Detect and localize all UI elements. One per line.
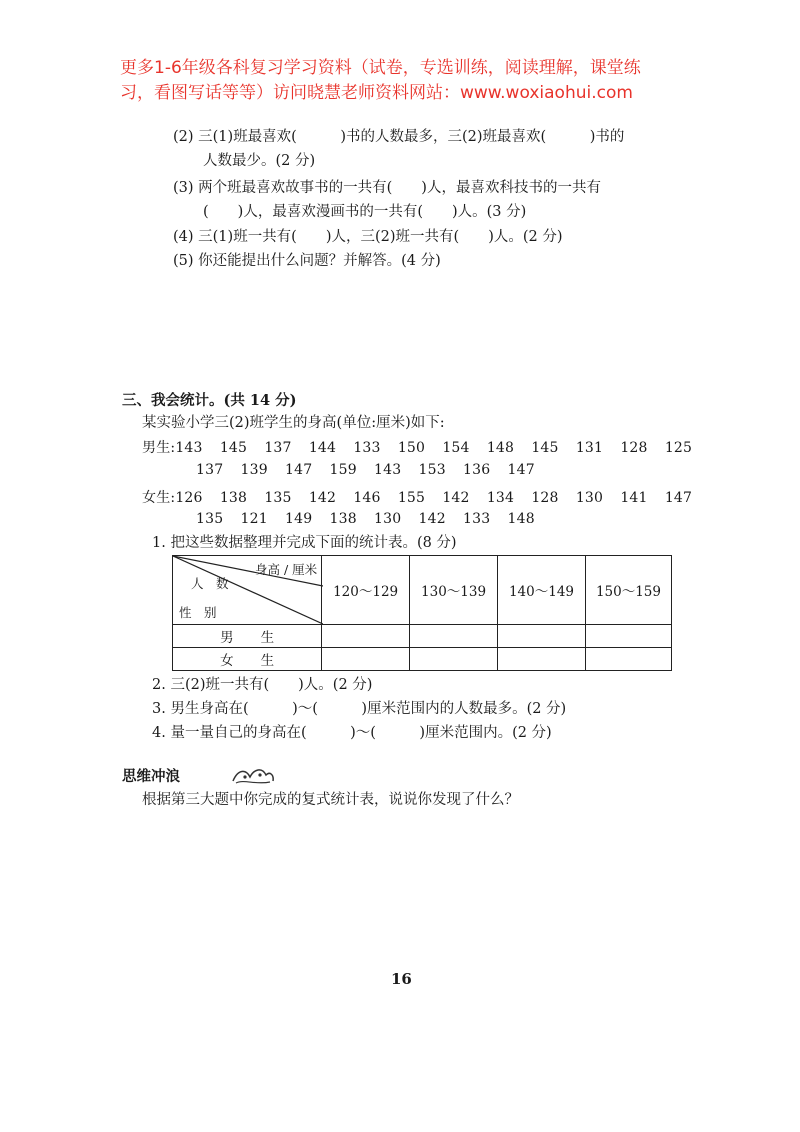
task-3: 3. 男生身高在( )～( )厘米范围内的人数最多。(2 分) <box>152 701 567 717</box>
column-header-140-149: 140～149 <box>498 556 586 625</box>
boys-label: 男生: <box>142 440 176 456</box>
height-value: 138 <box>219 490 248 506</box>
height-value: 159 <box>329 462 357 478</box>
height-value: 133 <box>353 440 381 456</box>
question-3-line-1: (3) 两个班最喜欢故事书的一共有( )人，最喜欢科技书的一共有 <box>173 180 601 196</box>
height-value: 142 <box>418 511 446 527</box>
table-cell[interactable] <box>498 625 586 648</box>
height-value: 136 <box>463 462 491 478</box>
header-height-unit: 身高 / 厘米 <box>255 562 318 577</box>
height-value: 138 <box>329 511 357 527</box>
height-value: 154 <box>442 440 470 456</box>
header-count: 人 数 <box>191 576 229 591</box>
girls-heights-row-1 <box>142 487 709 507</box>
height-value: 139 <box>240 462 268 478</box>
task-4: 4. 量一量自己的身高在( )～( )厘米范围内。(2 分) <box>152 725 552 741</box>
height-value: 137 <box>196 462 224 478</box>
height-value: 135 <box>196 511 224 527</box>
height-value: 147 <box>507 462 535 478</box>
height-statistics-table <box>172 555 672 671</box>
column-header-150-159: 150～159 <box>585 556 671 625</box>
site-banner <box>120 56 700 106</box>
height-value: 150 <box>397 440 426 456</box>
height-value: 130 <box>575 490 604 506</box>
page-number: 16 <box>391 970 412 988</box>
column-header-130-139: 130～139 <box>410 556 498 625</box>
task-2: 2. 三(2)班一共有( )人。(2 分) <box>152 677 373 693</box>
height-value: 143 <box>374 462 402 478</box>
banner-line-1: 更多1-6年级各科复习学习资料（试卷，专选训练，阅读理解，课堂练 <box>120 58 641 78</box>
height-value: 142 <box>308 490 337 506</box>
height-value: 148 <box>486 440 515 456</box>
question-4: (4) 三(1)班一共有( )人，三(2)班一共有( )人。(2 分) <box>173 229 563 245</box>
boys-heights-values <box>196 462 552 478</box>
section-3-title: 三、我会统计。(共 14 分) <box>122 392 297 409</box>
section-3-intro: 某实验小学三(2)班学生的身高(单位:厘米)如下: <box>142 415 445 431</box>
question-2-line-2: 人数最少。(2 分) <box>203 153 316 169</box>
height-value: 128 <box>531 490 559 506</box>
height-value: 128 <box>620 440 648 456</box>
height-value: 143 <box>175 440 203 456</box>
boys-heights-row-1 <box>142 437 709 457</box>
task-1: 1. 把这些数据整理并完成下面的统计表。(8 分) <box>152 535 457 551</box>
height-value: 145 <box>531 440 559 456</box>
table-cell[interactable] <box>585 648 671 671</box>
height-value: 146 <box>353 490 381 506</box>
boys-heights-row-2 <box>196 462 552 478</box>
height-value: 121 <box>240 511 268 527</box>
table-cell[interactable] <box>322 625 410 648</box>
height-value: 147 <box>664 490 693 506</box>
height-value: 141 <box>620 490 648 506</box>
height-value: 125 <box>664 440 693 456</box>
boys-heights-values <box>175 440 709 456</box>
table-cell[interactable] <box>585 625 671 648</box>
question-3-line-2: ( )人，最喜欢漫画书的一共有( )人。(3 分) <box>203 204 527 220</box>
height-value: 142 <box>442 490 470 506</box>
height-value: 130 <box>374 511 402 527</box>
height-value: 135 <box>264 490 292 506</box>
banner-line-2: 习，看图写话等等）访问晓慧老师资料网站：www.woxiaohui.com <box>120 83 633 103</box>
girls-heights-values <box>196 511 552 527</box>
table-cell[interactable] <box>498 648 586 671</box>
height-value: 149 <box>285 511 313 527</box>
table-cell[interactable] <box>410 648 498 671</box>
girls-heights-row-2 <box>196 511 552 527</box>
height-value: 153 <box>418 462 446 478</box>
height-value: 148 <box>507 511 535 527</box>
height-value: 126 <box>175 490 203 506</box>
thinking-prompt: 根据第三大题中你完成的复式统计表，说说你发现了什么？ <box>142 792 519 808</box>
height-value: 133 <box>463 511 491 527</box>
header-gender: 性 别 <box>179 605 217 620</box>
height-value: 137 <box>264 440 292 456</box>
question-2-line-1: (2) 三(1)班最喜欢( )书的人数最多，三(2)班最喜欢( )书的 <box>173 129 625 145</box>
height-value: 145 <box>219 440 248 456</box>
height-value: 147 <box>285 462 313 478</box>
question-5: (5) 你还能提出什么问题？并解答。(4 分) <box>173 253 441 269</box>
height-value: 144 <box>308 440 337 456</box>
row-label-girls: 女 生 <box>173 648 322 671</box>
height-value: 134 <box>486 490 515 506</box>
height-value: 131 <box>575 440 604 456</box>
table-cell[interactable] <box>322 648 410 671</box>
height-value: 155 <box>397 490 426 506</box>
row-label-boys: 男 生 <box>173 625 322 648</box>
wave-decoration-icon <box>230 765 276 787</box>
girls-heights-values <box>175 490 709 506</box>
girls-label: 女生: <box>142 490 176 506</box>
table-diagonal-header <box>173 556 322 625</box>
thinking-title: 思维冲浪 <box>122 768 180 785</box>
column-header-120-129: 120～129 <box>322 556 410 625</box>
table-cell[interactable] <box>410 625 498 648</box>
